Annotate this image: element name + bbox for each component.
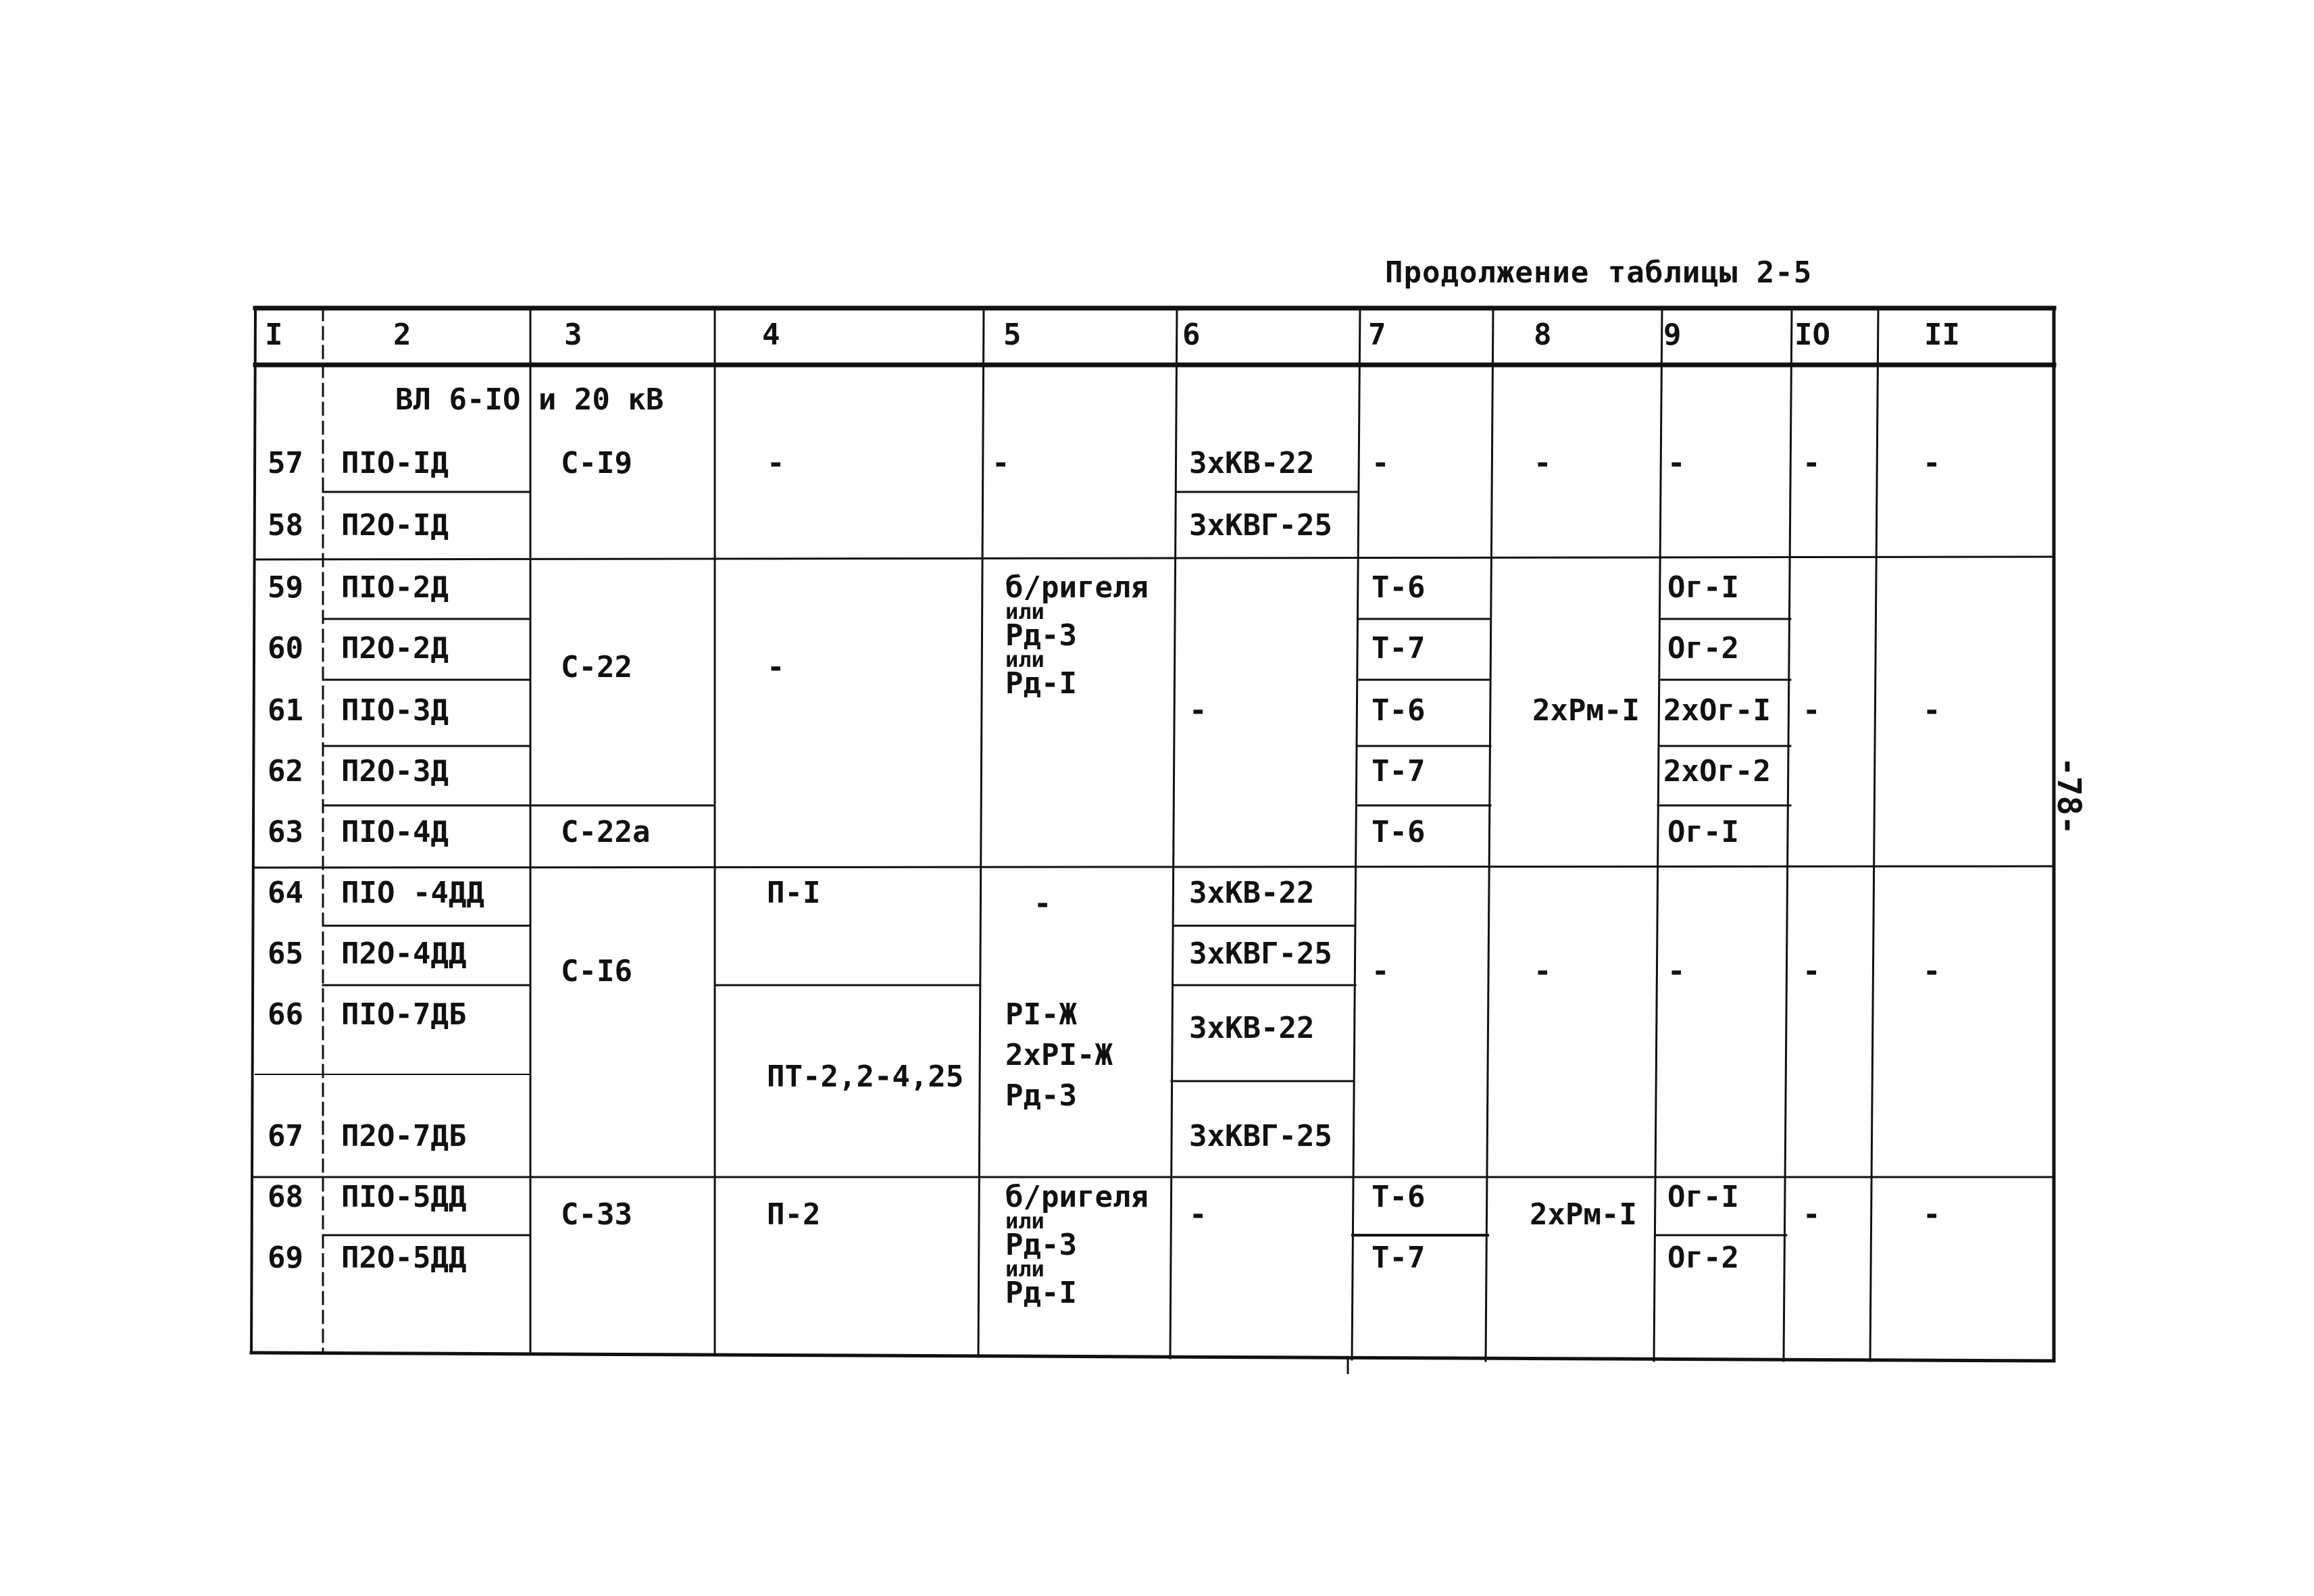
col11-cell: -: [1923, 693, 1941, 728]
designation-cell: П2O-4ДД: [341, 937, 467, 971]
col7-cell: Т-6: [1372, 693, 1426, 728]
col5-cell-crossbar: б/ригеля или Рд-3 или Рд-I: [1005, 1180, 1149, 1311]
col4-cell: -: [767, 650, 785, 684]
col7-cell: Т-7: [1372, 1241, 1426, 1275]
designation-cell: ПIO-4Д: [341, 815, 449, 849]
col6-cell: -: [1189, 1197, 1207, 1232]
col5-cell-fittings: PI-Ж 2xPI-Ж Рд-3: [1005, 997, 1113, 1113]
col-header-7: 7: [1368, 318, 1386, 352]
col6-cell: 3хКВГ-25: [1189, 508, 1332, 543]
col4-cell: П-2: [767, 1197, 821, 1232]
row-number: 65: [268, 937, 303, 971]
col3-cell: С-22: [561, 650, 632, 684]
row-number: 57: [268, 446, 303, 480]
row-number: 61: [268, 693, 303, 728]
col9-cell: Ог-2: [1667, 631, 1739, 666]
row-number: 68: [268, 1180, 303, 1214]
row-number: 67: [268, 1119, 303, 1153]
col4-cell: П-I: [767, 876, 821, 910]
col3-cell: С-33: [561, 1197, 632, 1232]
section-title: ВЛ 6-IO и 20 кВ: [395, 382, 664, 417]
designation-cell: П2O-5ДД: [341, 1241, 467, 1275]
col-header-4: 4: [762, 318, 780, 352]
col7-cell: -: [1372, 954, 1390, 989]
col6-cell: 3хКВГ-25: [1189, 1119, 1332, 1153]
col9-cell: -: [1667, 446, 1686, 480]
col-header-3: 3: [564, 318, 582, 352]
designation-cell: ПIO-5ДД: [341, 1180, 467, 1214]
col7-cell: Т-7: [1372, 631, 1426, 666]
col9-cell: Ог-I: [1667, 1180, 1739, 1214]
col5-cell-crossbar: б/ригеля или Рд-3 или Рд-I: [1005, 570, 1149, 701]
col-header-8: 8: [1534, 318, 1552, 352]
designation-cell: П2O-IД: [341, 508, 449, 543]
col9-cell: -: [1667, 954, 1686, 989]
frame-bottom: [251, 1353, 2054, 1361]
col8-cell: -: [1534, 446, 1552, 480]
col9-cell: 2хОг-I: [1663, 693, 1771, 728]
table-caption: Продолжение таблицы 2-5: [1385, 255, 1813, 290]
col8-cell: 2хРм-I: [1530, 1197, 1637, 1232]
col4-cell: -: [767, 446, 785, 480]
col6-cell: 3хКВГ-25: [1189, 937, 1332, 971]
col9-cell: Ог-I: [1667, 815, 1739, 849]
col4-cell: ПТ-2,2-4,25: [767, 1059, 964, 1094]
col5-cell: -: [1034, 887, 1052, 921]
col-header-5: 5: [1003, 318, 1022, 352]
designation-cell: П2O-3Д: [341, 754, 449, 789]
col7-cell: Т-7: [1372, 754, 1426, 789]
col10-cell: -: [1803, 446, 1821, 480]
col-header-10: IO: [1794, 318, 1830, 352]
col-header-6: 6: [1182, 318, 1201, 352]
col11-cell: -: [1923, 1197, 1941, 1232]
row-number: 66: [268, 997, 303, 1032]
row-number: 62: [268, 754, 303, 789]
col7-cell: Т-6: [1372, 1180, 1426, 1214]
designation-cell: ПIO-2Д: [341, 570, 449, 605]
col11-cell: -: [1923, 954, 1941, 989]
col7-cell: Т-6: [1372, 570, 1426, 605]
designation-cell: ПIO -4ДД: [341, 876, 484, 910]
row-number: 69: [268, 1241, 303, 1275]
row-number: 64: [268, 876, 303, 910]
row-number: 60: [268, 631, 303, 666]
col6-cell: -: [1189, 693, 1207, 728]
col10-cell: -: [1803, 693, 1821, 728]
col10-cell: -: [1803, 1197, 1821, 1232]
col5-cell: -: [992, 446, 1010, 480]
designation-cell: ПIO-3Д: [341, 693, 449, 728]
col-header-1: I: [265, 318, 283, 352]
col-header-9: 9: [1663, 318, 1682, 352]
col11-cell: -: [1923, 446, 1941, 480]
col3-cell: С-22а: [561, 815, 651, 849]
col-header-11: II: [1924, 318, 1960, 352]
col6-cell: 3хКВ-22: [1189, 446, 1315, 480]
designation-cell: ПIO-IД: [341, 446, 449, 480]
row-number: 58: [268, 508, 303, 543]
col9-cell: 2хОг-2: [1663, 754, 1771, 789]
col9-cell: Ог-I: [1667, 570, 1739, 605]
col6-cell: 3хКВ-22: [1189, 1011, 1315, 1045]
col7-cell: Т-6: [1372, 815, 1426, 849]
col6-cell: 3хКВ-22: [1189, 876, 1315, 910]
row-number: 63: [268, 815, 303, 849]
col8-cell: 2хРм-I: [1532, 693, 1640, 728]
designation-cell: П2O-7ДБ: [341, 1119, 467, 1153]
col9-cell: Ог-2: [1667, 1241, 1739, 1275]
designation-cell: П2O-2Д: [341, 631, 449, 666]
col7-cell: -: [1372, 446, 1390, 480]
row-number: 59: [268, 570, 303, 605]
col8-cell: -: [1534, 954, 1552, 989]
col-header-2: 2: [393, 318, 411, 352]
page-number: -78-: [2050, 757, 2088, 835]
designation-cell: ПIO-7ДБ: [341, 997, 467, 1032]
col10-cell: -: [1803, 954, 1821, 989]
frame-left: [251, 308, 255, 1353]
col3-cell: С-I9: [561, 446, 632, 480]
col3-cell: С-I6: [561, 954, 632, 989]
